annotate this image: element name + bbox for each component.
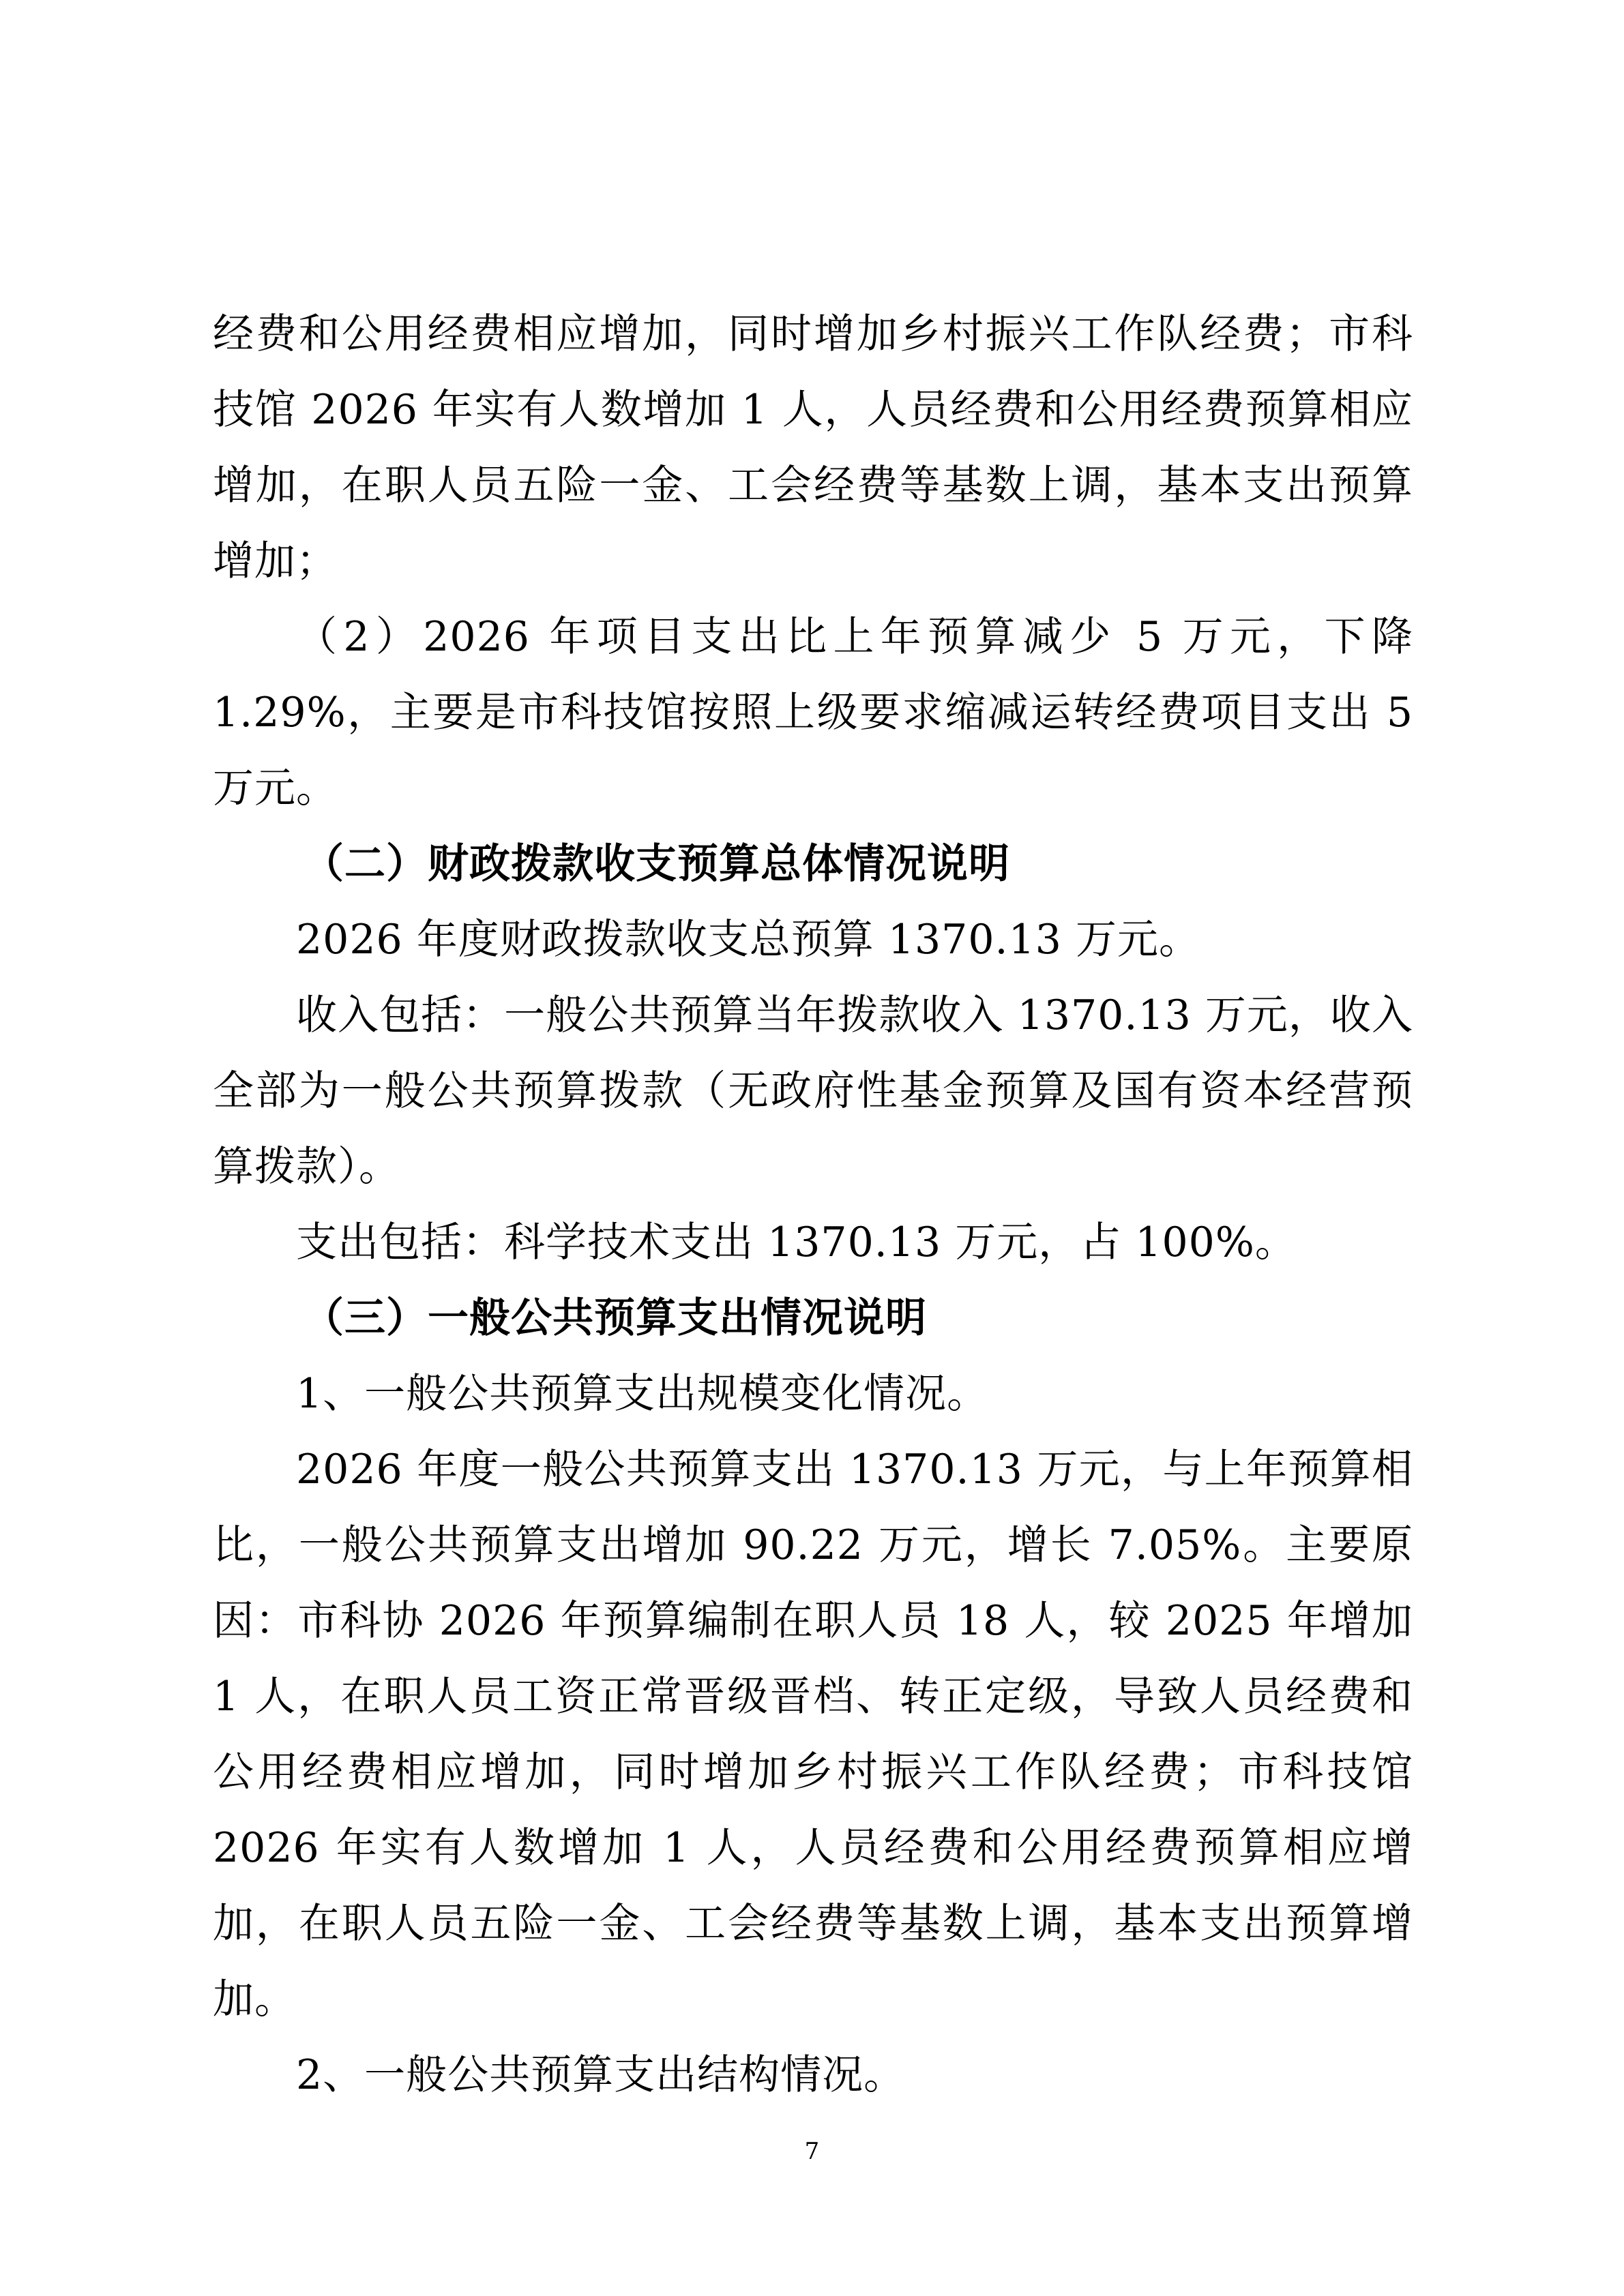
- paragraph-total-budget: 2026 年度财政拨款收支总预算 1370.13 万元。: [296, 916, 1201, 964]
- paragraph-scale-change-detail: 2026 年度一般公共预算支出 1370.13 万元，与上年预算相比，一般公共预算支出增加 90.22 万元，增长 7.05%。主要原因：市科协 2026 年预算编制在职人员 18 人，较 2025 年增加 1 人，在职人员工资正常晋级晋档、转正定级，导致人员经费和公用经费相应增加，同时增加乡村振兴工作队经费；市科技馆 2026 年实有人数增加 1 人，人员经费和公用经费预算相应增加，在职人员五险一金、工会经费等基数上调，基本支出预算增加。: [213, 1446, 1413, 2023]
- paragraph-expenditure: 支出包括：科学技术支出 1370.13 万元，占 100%。: [296, 1219, 1297, 1266]
- paragraph-scale-change-title: 1、一般公共预算支出规模变化情况。: [296, 1370, 989, 1418]
- paragraph-structure-title: 2、一般公共预算支出结构情况。: [296, 2051, 906, 2099]
- section-heading-general-public-budget: （三）一般公共预算支出情况说明: [303, 1294, 927, 1342]
- page-number: 7: [804, 2138, 820, 2165]
- document-body: [213, 297, 1413, 2113]
- section-heading-fiscal-appropriation: （二）财政拨款收支预算总体情况说明: [303, 840, 1010, 888]
- paragraph-project-expenditure: （2）2026 年项目支出比上年预算减少 5 万元，下降 1.29%，主要是市科技馆按照上级要求缩减运转经费项目支出 5 万元。: [213, 613, 1413, 812]
- paragraph-personnel-funding-continued: 经费和公用经费相应增加，同时增加乡村振兴工作队经费；市科技馆 2026 年实有人数增加 1 人，人员经费和公用经费预算相应增加，在职人员五险一金、工会经费等基数上调，基本支出预算增加；: [213, 310, 1413, 585]
- paragraph-income: 收入包括：一般公共预算当年拨款收入 1370.13 万元，收入全部为一般公共预算拨款（无政府性基金预算及国有资本经营预算拨款）。: [213, 992, 1413, 1191]
